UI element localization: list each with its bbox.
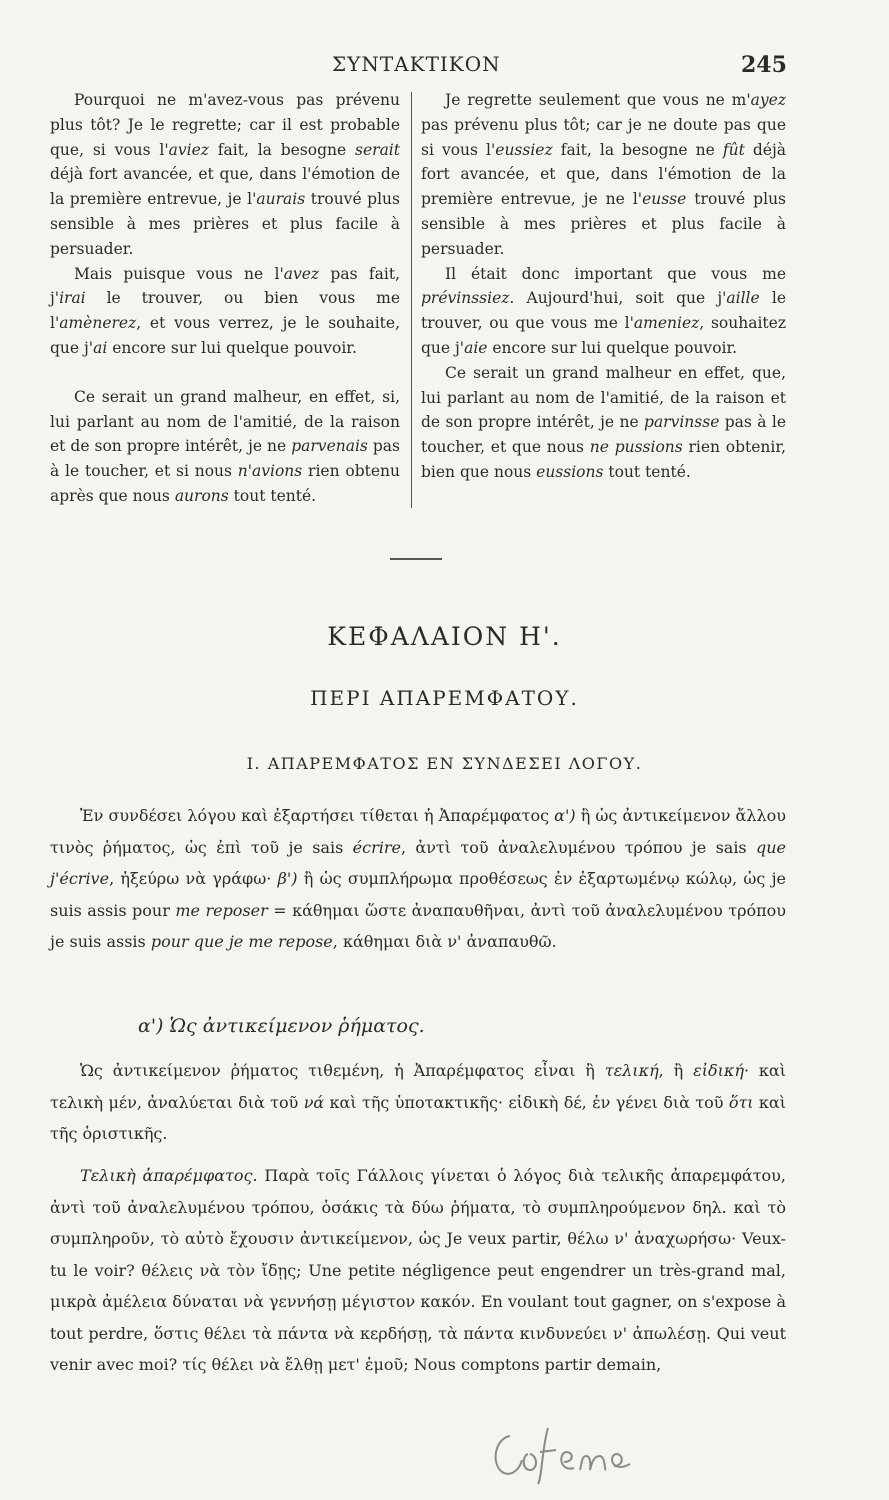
left-column <box>50 88 400 509</box>
section-title: ΠΕΡΙ ΑΠΑΡΕΜΦΑΤΟΥ. <box>310 686 579 710</box>
handwritten-annotation <box>482 1418 662 1488</box>
right-paragraph: Je regrette seulement que vous ne m'ayez pas prévenu plus tôt; car je ne doute pas que si vous l'eussiez fait, la besogne ne fût déjà fort avancée, et que, dans l'émotion de la première entrevue, je ne l'eusse trouvé plus sensible à mes prières et plus facile à persuader. <box>421 91 787 258</box>
right-paragraph: Ce serait un grand malheur en effet, que, lui parlant au nom de l'amitié, de la raison et de son propre intérêt, je ne parvinsse pas à le toucher, et que nous ne pussions rien obtenir, bien que nous eussions tout tenté. <box>421 363 787 481</box>
subsection-title: Ι. ΑΠΑΡΕΜΦΑΤΟΣ ΕΝ ΣΥΝΔΕΣΕΙ ΛΟΓΟΥ. <box>246 754 643 773</box>
body-paragraph-1: Ἐν συνδέσει λόγου καὶ ἐξαρτήσει τίθεται ἡ Ἀπαρέμφατος α') ἢ ὡς ἀντικείμενον ἄλλου τινὸς ῥήματος, ὡς ἐπὶ τοῦ je sais écrire, ἀντὶ τοῦ ἀναλελυμένου τρόπου je sais que j'écrive, ἠξεύρω νὰ γράφω· β') ἢ ὡς συμπλήρωμα προθέσεως ἐν ἐξαρτωμένῳ κώλῳ, ὡς je suis assis pour me reposer = κάθημαι ὥστε ἀναπαυθῆναι, ἀντὶ τοῦ ἀναλελυμένου τρόπου je suis assis pour que je me repose, κάθημαι διὰ ν' ἀναπαυθῶ. <box>50 806 787 951</box>
page-number: 245 <box>741 52 787 78</box>
body-paragraph-2: Ὡς ἀντικείμενον ῥήματος τιθεμένη, ἡ Ἀπαρέμφατος εἶναι ἢ τελική, ἢ εἰδική· καὶ τελικὴ μέν, ἀναλύεται διὰ τοῦ νά καὶ τῆς ὑποτακτικῆς· εἰδικὴ δέ, ἐν γένει διὰ τοῦ ὅτι καὶ τῆς ὁριστικῆς. <box>50 1061 787 1143</box>
running-head <box>0 52 889 82</box>
column-divider <box>411 92 412 508</box>
parallel-columns <box>50 88 786 518</box>
right-paragraph: Il était donc important que vous me prévinssiez. Aujourd'hui, soit que j'aille le trouver, ou que vous me l'ameniez, souhaitez que j'aie encore sur lui quelque pouvoir. <box>421 264 786 357</box>
chapter-title: ΚΕΦΑΛΑΙΟΝ Η'. <box>327 622 562 651</box>
left-paragraph: Ce serait un grand malheur, en effet, si, lui parlant au nom de l'amitié, de la raison et de son propre intérêt, je ne parvenais pas à le toucher, et si nous n'avions rien obtenu après que nous aurons tout tenté. <box>50 387 401 505</box>
right-column <box>421 88 786 485</box>
section-ornament <box>390 558 442 560</box>
running-title: ΣΥΝΤΑΚΤΙΚΟΝ <box>332 52 501 76</box>
sub-heading: α') Ὡς ἀντικείμενον ῥήματος. <box>138 1015 425 1037</box>
left-paragraph: Pourquoi ne m'avez-vous pas prévenu plus tôt? Je le regrette; car il est probable que, si vous l'aviez fait, la besogne serait déjà fort avancée, et que, dans l'émotion de la première entrevue, je l'aurais trouvé plus sensible à mes prières et plus facile à persuader. <box>50 91 400 258</box>
body-paragraph-3: Τελικὴ ἀπαρέμφατος. Παρὰ τοῖς Γάλλοις γίνεται ὁ λόγος διὰ τελικῆς ἀπαρεμφάτου, ἀντὶ τοῦ ἀναλελυμένου τρόπου, ὁσάκις τὰ δύω ῥήματα, τὸ συμπληρούμενον δηλ. καὶ τὸ συμπληροῦν, τὸ αὐτὸ ἔχουσιν ἀντικείμενον, ὡς Je veux partir, θέλω ν' ἀναχωρήσω· Veux-tu le voir? θέλεις νὰ τὸν ἴδῃς; Une petite négligence peut engendrer un très-grand mal, μικρὰ ἀμέλεια δύναται νὰ γεννήσῃ μέγιστον κακόν. En voulant tout gagner, on s'expose à tout perdre, ὅστις θέλει τὰ πάντα νὰ κερδήσῃ, τὰ πάντα κινδυνεύει ν' ἀπωλέσῃ. Qui veut venir avec moi? τίς θέλει νὰ ἔλθῃ μετ' ἐμοῦ; Nous comptons partir demain, <box>50 1166 786 1374</box>
left-paragraph: Mais puisque vous ne l'avez pas fait, j'irai le trouver, ou bien vous me l'amènerez, et vous verrez, je le souhaite, que j'ai encore sur lui quelque pouvoir. <box>50 264 400 357</box>
